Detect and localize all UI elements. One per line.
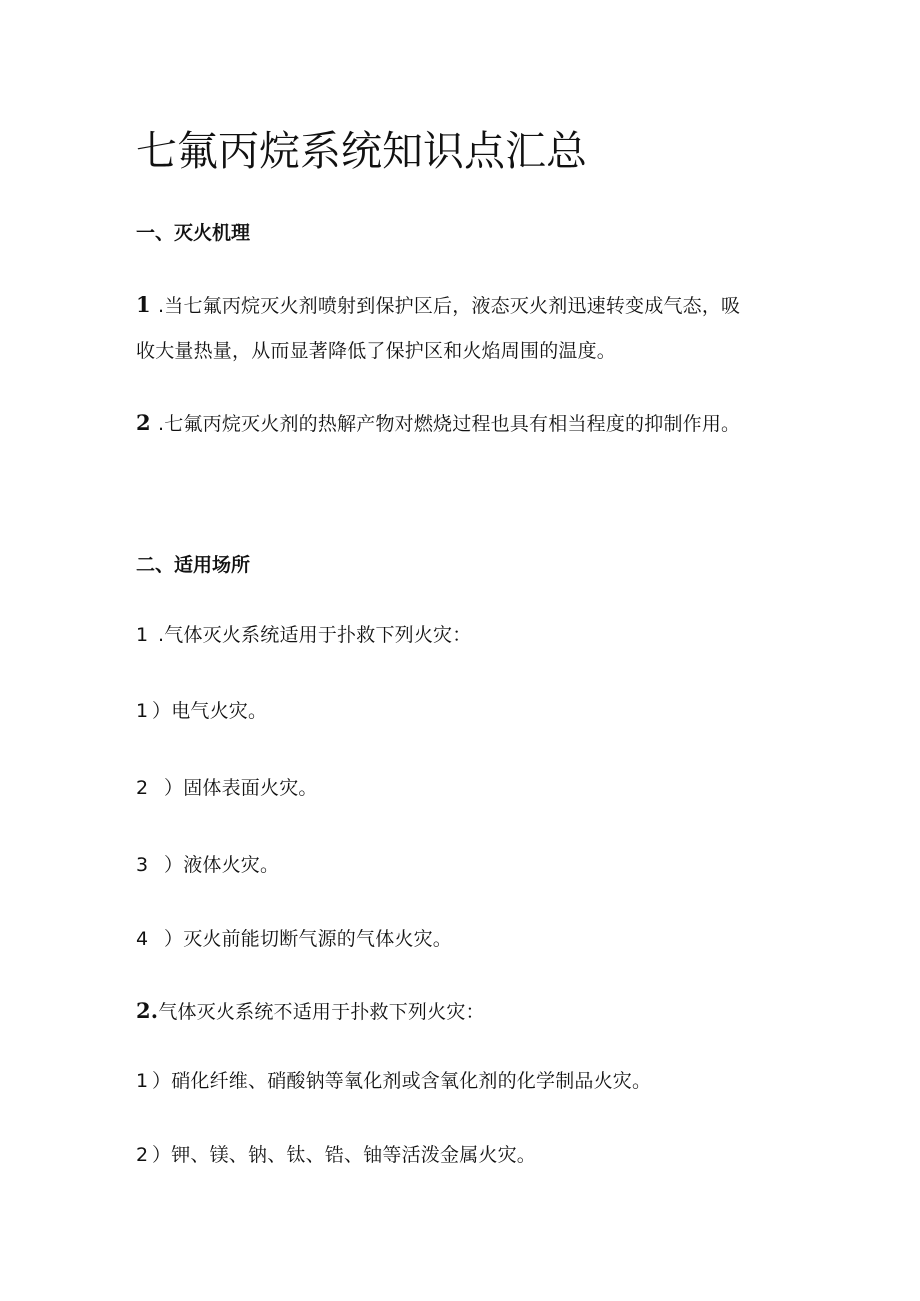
item-text: ）钾、镁、钠、钛、锆、铀等活泼金属火灾。	[152, 1144, 537, 1166]
not-applicable-item-2	[136, 1146, 536, 1165]
item-text: ）灭火前能切断气源的气体火灾。	[164, 928, 453, 950]
item-number: 1	[136, 624, 149, 646]
not-applicable-item-1	[136, 1072, 651, 1091]
applicable-item-1	[136, 702, 267, 721]
mechanism-item-1-line-2: 收大量热量，从而显著降低了保护区和火焰周围的温度。	[136, 340, 617, 362]
item-number: 2.	[136, 998, 159, 1023]
item-text: ）硝化纤维、硝酸钠等氧化剂或含氧化剂的化学制品火灾。	[152, 1070, 652, 1092]
applicable-item-3	[136, 856, 279, 875]
not-applicable-intro	[136, 1000, 485, 1022]
item-text: .气体灭火系统适用于扑救下列火灾：	[158, 624, 472, 646]
item-number: 1	[136, 292, 151, 317]
section-heading-mechanism: 一、灭火机理	[136, 222, 251, 244]
item-number: 1	[136, 700, 149, 722]
item-text: ）电气火灾。	[152, 700, 268, 722]
item-number: 3	[136, 854, 149, 876]
item-number: 2	[136, 410, 151, 435]
applicable-intro	[136, 626, 471, 645]
page-title: 七氟丙烷系统知识点汇总	[136, 127, 587, 175]
applicable-item-4	[136, 930, 452, 949]
item-text: 气体灭火系统不适用于扑救下列火灾：	[158, 1001, 485, 1023]
item-text: .当七氟丙烷灭火剂喷射到保护区后，液态灭火剂迅速转变成气态，吸	[158, 295, 741, 317]
item-text: ）固体表面火灾。	[164, 777, 318, 799]
item-text: .七氟丙烷灭火剂的热解产物对燃烧过程也具有相当程度的抑制作用。	[158, 413, 741, 435]
item-number: 1	[136, 1070, 149, 1092]
applicable-item-2	[136, 779, 318, 798]
item-text: ）液体火灾。	[164, 854, 280, 876]
mechanism-item-1-line-1	[136, 294, 740, 316]
item-number: 2	[136, 777, 149, 799]
section-heading-applicable: 二、适用场所	[136, 554, 251, 576]
item-number: 4	[136, 928, 149, 950]
item-number: 2	[136, 1144, 149, 1166]
mechanism-item-2	[136, 412, 740, 434]
